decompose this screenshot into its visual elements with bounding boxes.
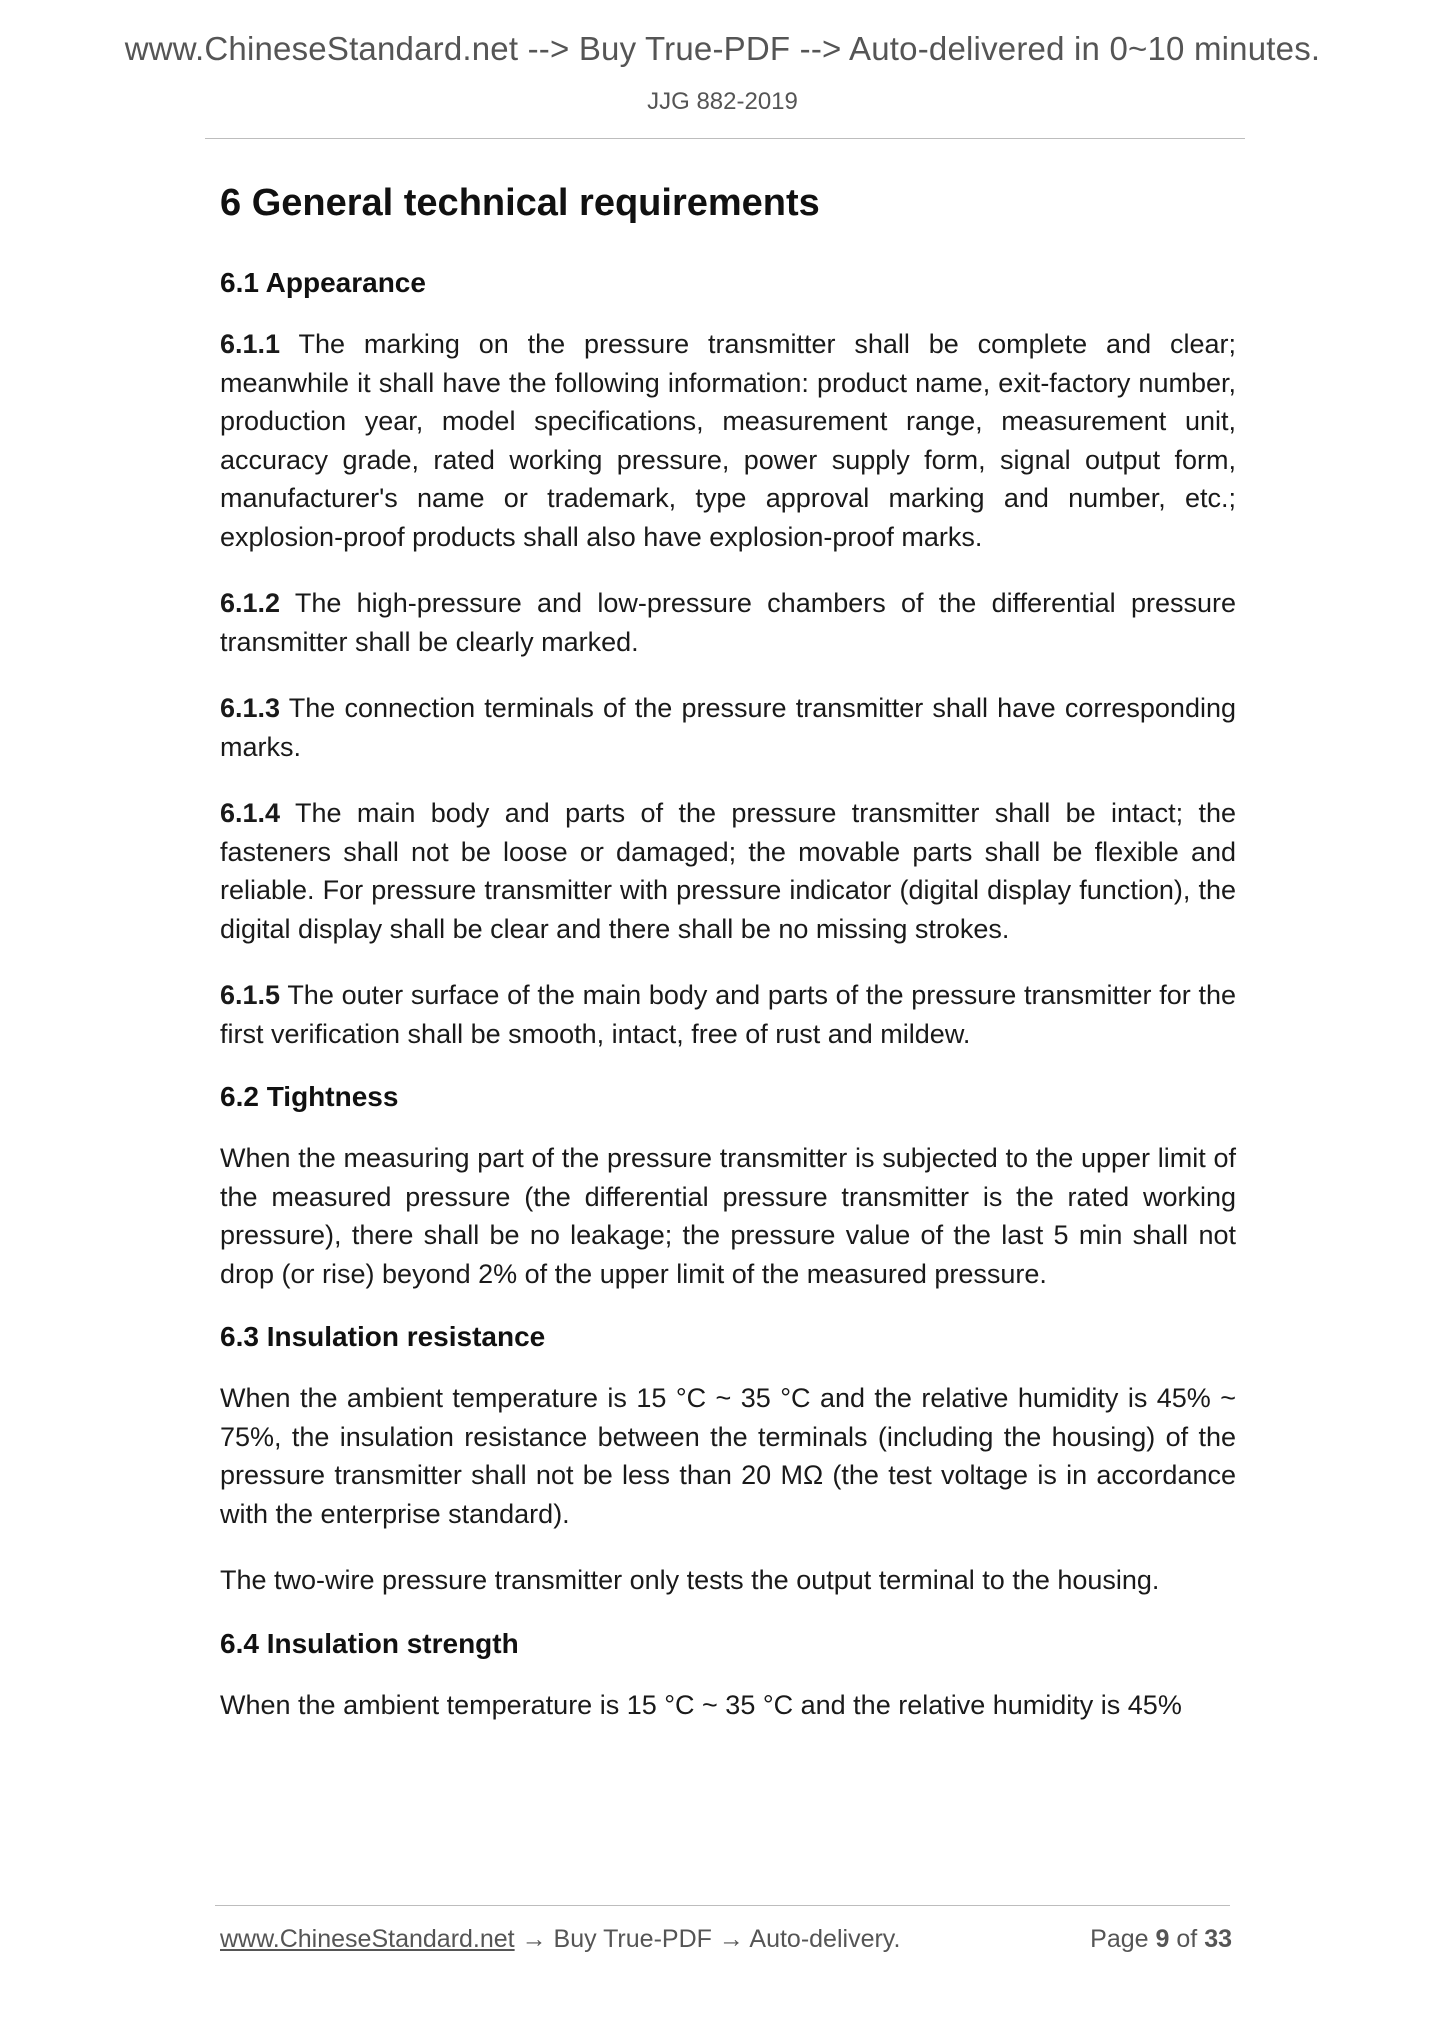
footer-left [220, 1925, 900, 1954]
page-content [220, 182, 1236, 1752]
paragraph-6-3-1: When the ambient temperature is 15 °C ~ 35 °C and the relative humidity is 45% ~ 75%, the insulation resistance between the terminals (including the housing) of the pressure transmitter shall not be less than 20 MΩ (the test voltage is in accordance with the enterprise standard). [220, 1383, 1236, 1529]
paragraph-6-2: When the measuring part of the pressure transmitter is subjected to the upper limit of the measured pressure (the differential pressure transmitter is the rated working pressure), there shall be no leakage; the pressure value of the last 5 min shall not drop (or rise) beyond 2% of the upper limit of the measured pressure. [220, 1143, 1236, 1289]
heading-6-3: 6.3 Insulation resistance [220, 1321, 546, 1352]
heading-6-1: 6.1 Appearance [220, 267, 426, 298]
clause-number: 6.1.1 [220, 329, 281, 359]
clause-6-1-3 [220, 689, 1236, 766]
heading-6-4: 6.4 Insulation strength [220, 1627, 519, 1659]
clause-6-1-5 [220, 976, 1236, 1053]
paragraph-6-3-2: The two-wire pressure transmitter only tests the output terminal to the housing. [220, 1565, 1160, 1595]
footer-tagline: → Buy True-PDF → Auto-delivery. [514, 1925, 901, 1953]
header-divider [205, 138, 1245, 139]
site-link[interactable]: www.ChineseStandard.net [220, 1925, 515, 1953]
clause-text: The marking on the pressure transmitter shall be complete and clear; meanwhile it shall have the following information: product name, exit-factory number, production year, model specifications, measurement range, measurement unit, accuracy grade, rated working pressure, power supply form, signal output form, manufacturer's name or trademark, type approval marking and number, etc.; explosion-proof products shall also have explosion-proof marks. [220, 329, 1236, 552]
paragraph-6-4: When the ambient temperature is 15 °C ~ 35 °C and the relative humidity is 45% [220, 1689, 1182, 1720]
page-indicator [1090, 1925, 1232, 1954]
clause-number: 6.1.4 [220, 798, 281, 828]
clause-text: The main body and parts of the pressure transmitter shall be intact; the fasteners shall not be loose or damaged; the movable parts shall be flexible and reliable. For pressure transmitter with pressure indicator (digital display function), the digital display shall be clear and there shall be no missing strokes. [220, 798, 1236, 944]
clause-6-1-2 [220, 584, 1236, 661]
clause-text: The outer surface of the main body and parts of the pressure transmitter for the first verification shall be smooth, intact, free of rust and mildew. [220, 980, 1236, 1049]
page-total: 33 [1204, 1925, 1232, 1953]
clause-6-1-1 [220, 325, 1236, 556]
heading-6-2: 6.2 Tightness [220, 1081, 399, 1112]
clause-text: The high-pressure and low-pressure chambers of the differential pressure transmitter shall be clearly marked. [220, 588, 1237, 657]
section-title: 6 General technical requirements [220, 182, 820, 224]
clause-number: 6.1.2 [220, 588, 281, 618]
clause-number: 6.1.3 [220, 693, 281, 723]
page-current: 9 [1155, 1925, 1170, 1953]
site-banner: www.ChineseStandard.net --> Buy True-PDF --> Auto-delivered in 0~10 minutes. [124, 30, 1321, 67]
footer-divider [215, 1905, 1230, 1906]
page-of-label: of [1176, 1925, 1198, 1953]
clause-text: The connection terminals of the pressure transmitter shall have corresponding marks. [220, 693, 1236, 762]
document-code: JJG 882-2019 [647, 88, 798, 115]
page-label: Page [1090, 1925, 1149, 1953]
clause-6-1-4 [220, 794, 1236, 948]
clause-number: 6.1.5 [220, 980, 281, 1010]
